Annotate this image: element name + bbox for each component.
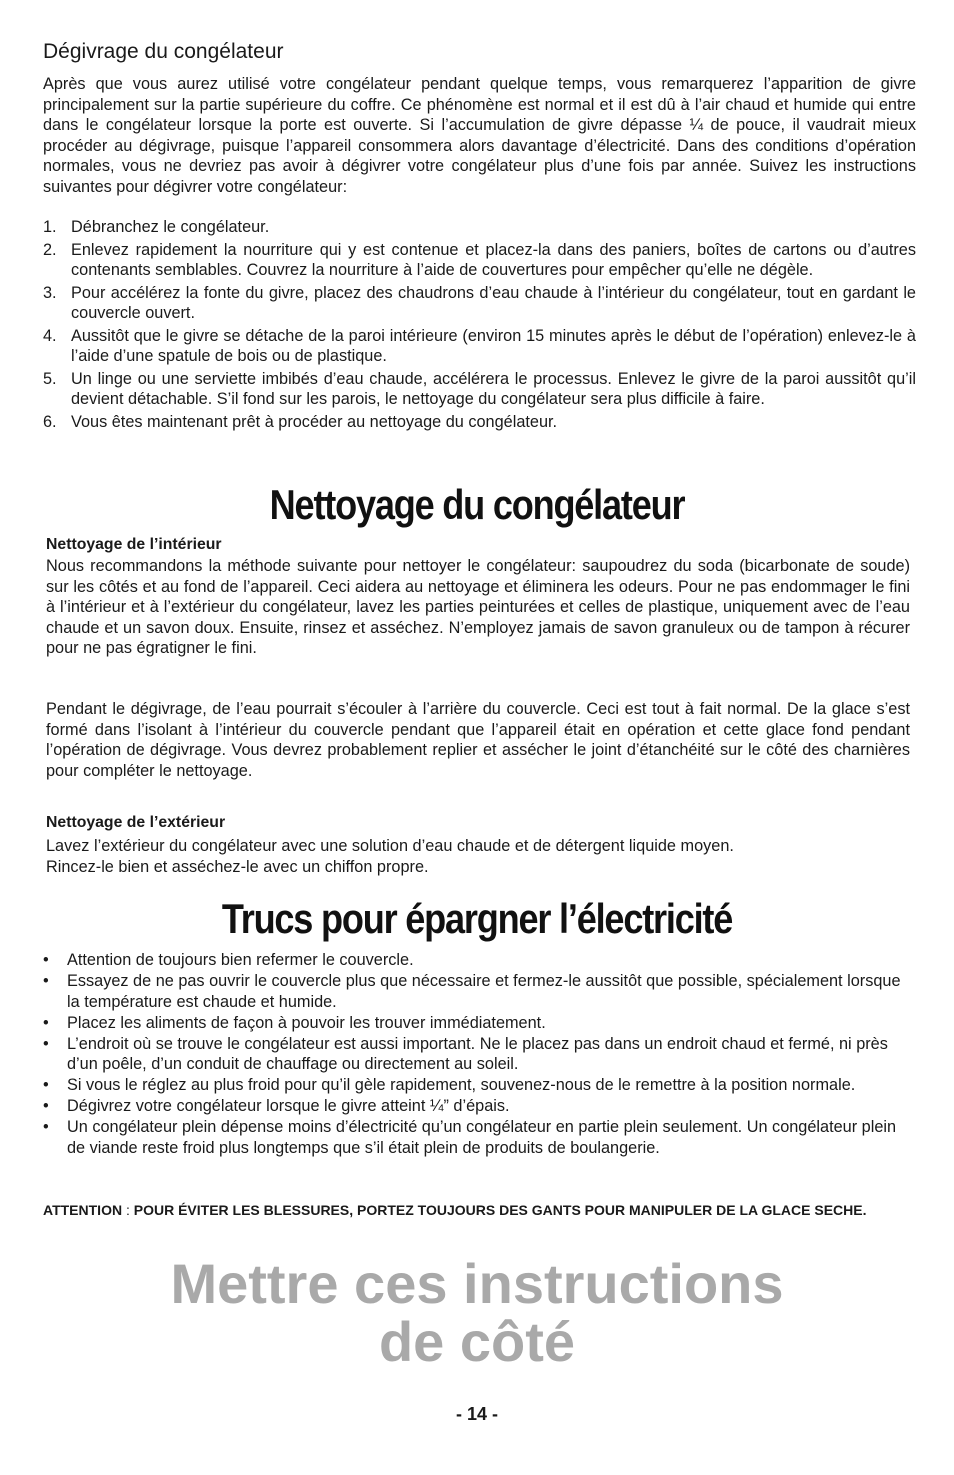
list-item: • Essayez de ne pas ouvrir le couvercle plus que nécessaire et fermez-le aussitôt que possible, spécialement lorsque la température est chaude et humide. <box>43 972 901 1011</box>
list-item: • L’endroit où se trouve le congélateur est aussi important. Ne le placez pas dans un endroit chaud et fermé, ni près d’un poêle, d’un conduit de chauffage ou directement au soleil. <box>43 1034 888 1073</box>
keep-line-2: de côté <box>378 1310 576 1373</box>
tips-heading: Trucs pour épargner l’électricité <box>221 895 733 942</box>
list-item: 4. Aussitôt que le givre se détache de la paroi intérieure (environ 15 minutes après le début de l’opération) enlevez-le à l’aide d’une spatule de bois ou de plastique. <box>43 326 916 365</box>
list-item: • Attention de toujours bien refermer le couvercle. <box>43 951 414 969</box>
bullet-icon: • <box>43 1034 49 1053</box>
defrost-steps <box>43 217 916 434</box>
list-item: 5. Un linge ou une serviette imbibés d’eau chaude, accélérera le processus. Enlevez le givre de la paroi aussitôt qu’il devient détachable. S’il fond sur les parois, le nettoyage du congélateur sera plus difficile à faire. <box>43 369 916 408</box>
exterior-title: Nettoyage de l’extérieur <box>46 814 226 831</box>
bullet-icon: • <box>43 951 49 969</box>
defrost-intro: Après que vous aurez utilisé votre congélateur pendant quelque temps, vous remarquerez l’apparition de givre principalement sur la partie supérieure du coffre. Ce phénomène est normal et il est dû à l’air chaud et humide qui entre dans le congélateur lorsque la porte est ouverte. Si l’accumulation de givre dépasse ¼ de pouce, il vaudrait mieux procéder au dégivrage, puisque l’appareil consommera alors davantage d’électricité. Dans des conditions d’opération normales, vous ne devriez pas avoir à dégivrer votre congélateur plus d’une fois par année. Suivez les instructions suivantes pour dégivrer votre congélateur: <box>43 75 916 196</box>
interior-paragraph-2: Pendant le dégivrage, de l’eau pourrait s’écouler à l’arrière du couvercle. Ceci est tout à fait normal. De la glace s’est formé dans l’isolant à l’intérieur du couvercle pendant que l’appareil était en opération et cette glace fond pendant l’opération de dégivrage. Vous devrez probablement replier et assécher le joint d’étanchéité sur le côté des charnières pour compléter le nettoyage. <box>46 700 910 780</box>
tips-list <box>43 950 913 1159</box>
interior-title: Nettoyage de l’intérieur <box>46 536 222 553</box>
warning-note <box>43 1200 911 1220</box>
list-item: • Dégivrez votre congélateur lorsque le givre atteint ¼” d’épais. <box>43 1097 510 1115</box>
exterior-line-2: Rincez-le bien et asséchez-le avec un chiffon propre. <box>46 857 429 876</box>
bullet-icon: • <box>43 1076 49 1094</box>
list-item: • Un congélateur plein dépense moins d’électricité qu’un congélateur en partie plein seulement. Un congélateur plein de viande reste froid plus longtemps que s’il était plein de produits de boulangerie. <box>43 1118 897 1157</box>
warning-separator: : <box>122 1202 134 1218</box>
page-number: - 14 - <box>455 1404 498 1424</box>
keep-line-1: Mettre ces instructions <box>170 1252 784 1315</box>
interior-paragraph-1: Nous recommandons la méthode suivante pour nettoyer le congélateur: saupoudrez du soda (bicarbonate de soude) sur les côtés et au fond de l’appareil. Ceci aidera au nettoyage et éliminera les odeurs. Pour ne pas endommager le fini à l’intérieur et à l’extérieur du congélateur, lavez les parties peinturées et celles de plastique, uniquement avec de l’eau chaude et un savon doux. Ensuite, rinsez et asséchez. N’employez jamais de savon granuleux ou de tampon à récurer pour ne pas égratigner le fini. <box>46 557 910 657</box>
list-item: • Placez les aliments de façon à pouvoir les trouver immédiatement. <box>43 1013 546 1032</box>
list-item: 3. Pour accélérez la fonte du givre, placez des chaudrons d’eau chaude à l’intérieur du congélateur, tout en gardant le couvercle ouvert. <box>43 283 916 322</box>
keep-instructions-banner <box>0 1252 954 1373</box>
exterior-paragraph <box>46 836 910 877</box>
bullet-icon: • <box>43 1097 49 1115</box>
exterior-line-1: Lavez l’extérieur du congélateur avec une solution d’eau chaude et de détergent liquide moyen. <box>46 837 734 855</box>
list-item: 2. Enlevez rapidement la nourriture qui y est contenue et placez-la dans des paniers, boîtes de cartons ou d’autres contenants semblables. Couvrez la nourriture à l’aide de couvertures pour empêcher qu’elle ne dégèle. <box>43 240 916 279</box>
bullet-icon: • <box>43 1013 49 1032</box>
defrost-title: Dégivrage du congélateur <box>43 40 284 63</box>
list-item: 1. Débranchez le congélateur. <box>43 218 270 236</box>
list-item: • Si vous le réglez au plus froid pour qu’il gèle rapidement, souvenez-nous de le remettre à la position normale. <box>43 1076 856 1094</box>
warning-text: POUR ÉVITER LES BLESSURES, PORTEZ TOUJOURS DES GANTS POUR MANIPULER DE LA GLACE SECHE. <box>133 1202 867 1218</box>
list-item: 6. Vous êtes maintenant prêt à procéder au nettoyage du congélateur. <box>43 412 558 431</box>
bullet-icon: • <box>43 1118 49 1136</box>
warning-label: ATTENTION <box>43 1202 123 1218</box>
cleaning-heading: Nettoyage du congélateur <box>269 481 685 528</box>
bullet-icon: • <box>43 972 49 990</box>
